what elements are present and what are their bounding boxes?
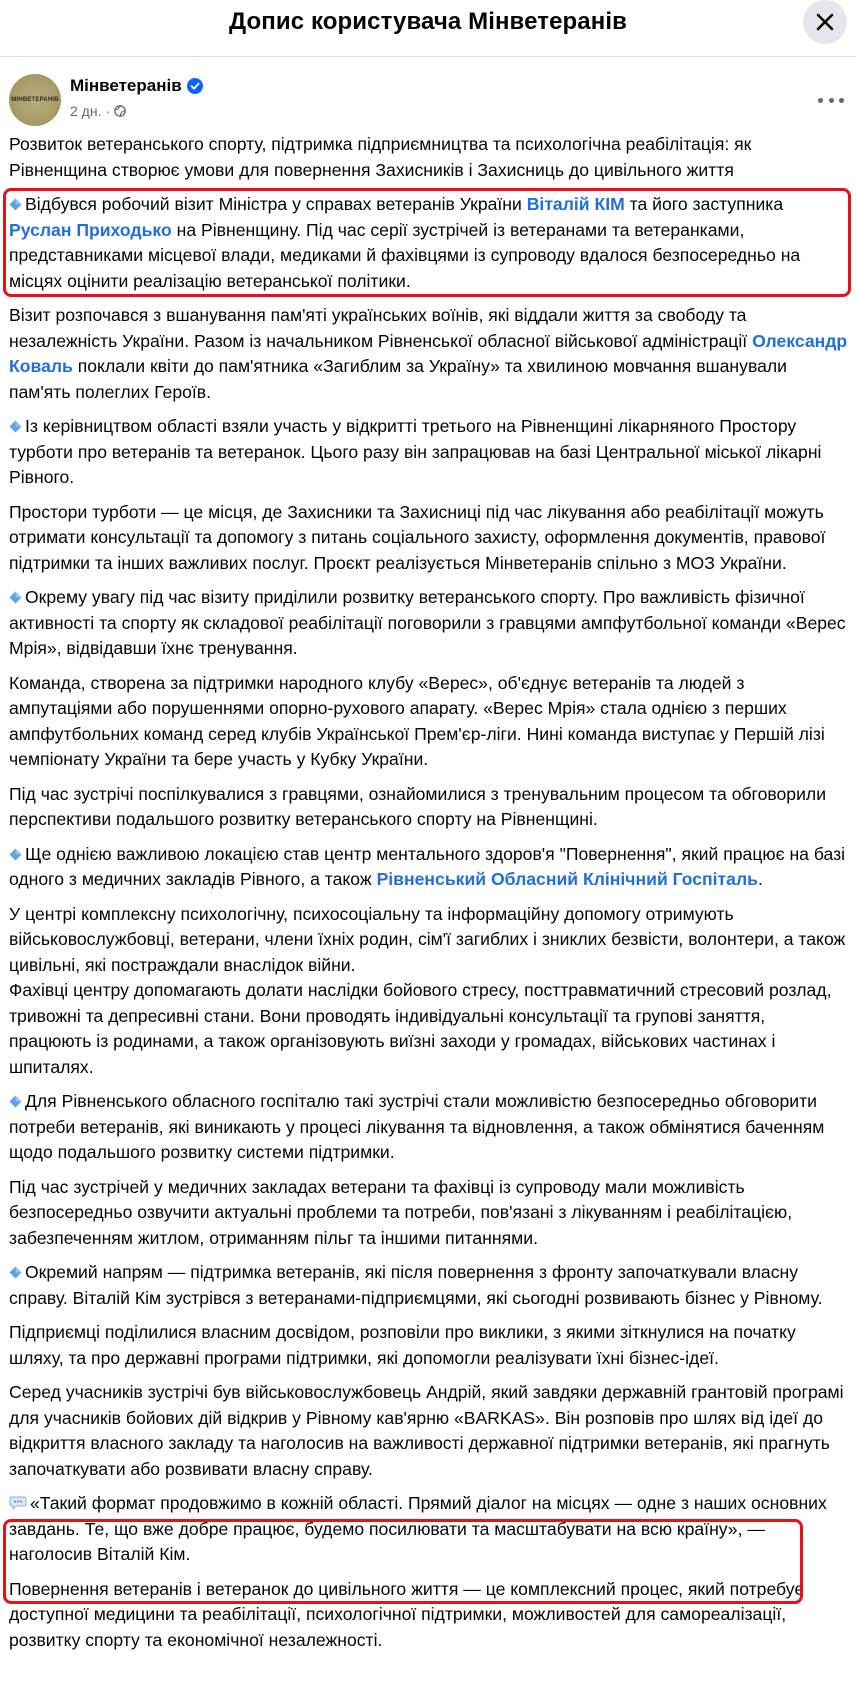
paragraph-sport [9,585,849,662]
paragraph-visit [9,192,849,294]
post-intro: Розвиток ветеранського спорту, підтримка підприємництва та психологічна реабілітація: як Рівненщина створює умови для повернення Захисників і Захисниць до цивільного життя [9,134,752,180]
speech-bubble-icon [9,1496,27,1510]
paragraph-center-help: У центрі комплексну психологічну, психосоціальну та інформаційну допомогу отримують військовослужбовці, ветерани, члени їхніх родин, сім'ї загиблих і зниклих безвісти, волонтери, а також цивільні, які постраждали внаслідок війни. [9,903,846,975]
paragraph-quote [9,1491,849,1568]
paragraph-text: поклали квіти до пам'ятника «Загиблим за Україну» та хвилиною мовчання вшанували пам'ять полеглих Героїв. [9,356,787,402]
globe-icon [114,105,126,117]
paragraph-team: Команда, створена за підтримки народного клубу «Верес», об'єднує ветеранів та людей з ампутаціями або порушеннями опорно-рухового апарату. «Верес Мрія» стала однією з перших ампфутбольних команд серед клубів Української Прем'єр-ліги. Нині команда виступає у Першій лізі чемпіонату України та бере участь у Кубку України. [9,672,825,769]
link-oleksandr-koval[interactable]: Олександр Коваль [9,330,848,376]
paragraph-text: Візит розпочався з вшанування пам'яті українських воїнів, які віддали життя за свободу та незалежність України. Разом із начальником Рівненської обласної військової адміністрації [9,305,753,351]
avatar[interactable] [9,74,61,126]
dialog-title: Допис користувача Мінветеранів [229,8,627,35]
paragraph-mental-health [9,842,849,893]
paragraph-meeting: Під час зустрічі поспілкувалися з гравцями, ознайомилися з тренувальним процесом та обговорили перспективи подальшого розвитку ветеранського спорту на Рівненщині. [9,783,827,829]
verified-badge-icon [187,78,203,94]
meta-separator: · [105,103,111,119]
paragraph-business [9,1260,849,1311]
blue-diamond-icon [9,198,22,211]
blue-diamond-icon [9,848,22,861]
paragraph-text: . [757,869,763,889]
more-options-button[interactable] [818,93,844,107]
paragraph-care-explained: Простори турботи — це місця, де Захисники та Захисниці під час лікування або реабілітації можуть отримати консультації та допомогу з питань соціального захисту, оформлення документів, правової підтримки та інших важливих послуг. Проєкт реалізується Мінветеранів спільно з МОЗ України. [9,501,826,573]
blue-diamond-icon [9,1266,22,1279]
more-options-dot [829,98,834,103]
paragraph-medical-meetings: Під час зустрічей у медичних закладах ветерани та фахівці із супроводу мали можливість безпосередньо озвучити актуальні проблеми та потреби, пов'язані з лікуванням і реабілітацією, забезпеченням житлом, отриманням пільг та іншими питаннями. [9,1176,793,1248]
link-vitalii-kim[interactable]: Віталій КІМ [526,194,625,214]
dialog-header [0,0,856,44]
post-meta [70,103,126,119]
paragraph-memorial [9,303,849,405]
post-time[interactable]: 2 дн. [70,103,102,119]
close-icon [815,12,835,32]
paragraph-entrepreneurs: Підприємці поділилися власним досвідом, розповіли про виклики, з якими зіткнулися на початку шляху, та про державні програми підтримки, які допомогли реалізувати їхні бізнес-ідеї. [9,1322,796,1368]
paragraph-text: на Рівненщину. Під час серії зустрічей із ветеранами та ветеранками, представниками місцевої влади, медиками й фахівцями із супроводу вдалося безпосередньо на місцях оцінити реалізацію ветеранської політики. [9,219,801,291]
author-name[interactable]: Мінветеранів [70,76,182,95]
header-divider [0,56,856,57]
paragraph-text: Окрему увагу під час візиту приділили розвитку ветеранського спорту. Про важливість фізичної активності та спорту як складової реабілітації поговорили з гравцями ампфутбольної команди «Верес Мрія», відвідавши їхнє тренування. [9,587,846,658]
paragraph-text: «Такий формат продовжимо в кожній області. Прямий діалог на місцях — одне з наших основних завдань. Те, що вже добре працює, будемо посилювати та масштабувати на всю країну», — наголосив Віталій Кім. [9,1493,827,1564]
paragraph-text: та його заступника [624,194,784,214]
blue-diamond-icon [9,420,22,433]
post-author [70,76,203,96]
avatar-logo-text: МІНВЕТЕРАНІВ [11,96,59,103]
paragraph-text: Ще однією важливою локацією став центр ментального здоров'я "Повернення", який працює на базі одного з медичних закладів Рівного, а також [9,843,846,889]
paragraph-center-specialists: Фахівці центру допомагають долати наслідки бойового стресу, посттравматичний стресовий розлад, тривожні та депресивні стани. Вони проводять індивідуальні консультації та групові заняття, працюють із родинами, а також організовують виїзні заходи у громадах, військових частинах і шпиталях. [9,980,832,1077]
paragraph-care-space [9,414,849,491]
blue-diamond-icon [9,591,22,604]
blue-diamond-icon [9,1095,22,1108]
paragraph-conclusion: Повернення ветеранів і ветеранок до цивільного життя — це комплексний процес, який потребує доступної медицини та реабілітації, психологічної підтримки, можливостей для самореалізації, розвитку спорту та економічної незалежності. [9,1578,804,1650]
link-ruslan-prykhodko[interactable]: Руслан Приходько [9,219,172,240]
paragraph-text: Відбувся робочий візит Міністра у справах ветеранів України [25,194,527,214]
link-rivne-hospital[interactable]: Рівненський Обласний Клінічний Госпіталь [376,869,758,889]
close-button[interactable] [803,0,847,44]
paragraph-text: Із керівництвом області взяли участь у відкритті третього на Рівненщині лікарняного Простору турботи про ветеранів та ветеранок. Цього разу він запрацював на базі Центральної міської лікарні Рівного. [9,416,822,487]
more-options-dot [839,98,844,103]
paragraph-hospital [9,1089,849,1166]
paragraph-text: Для Рівненського обласного госпіталю такі зустрічі стали можливістю безпосередньо обговорити потреби ветеранів, які виникають у процесі лікування та відновлення, а також обмінятися баченням щодо подальшого розвитку системи підтримки. [9,1091,825,1162]
paragraph-andrii: Серед учасників зустрічі був військовослужбовець Андрій, який завдяки державній грантовій програмі для учасників бойових дій відкрив у Рівному кав'ярню «BARKAS». Він розповів про шлях від ідеї до відкриття власного закладу та наголосив на важливості державної підтримки ветеранів, які прагнуть започаткувати або розвивати власну справу. [9,1382,844,1479]
more-options-icon [818,98,823,103]
paragraph-text: Окремий напрям — підтримка ветеранів, які після повернення з фронту започаткували власну справу. Віталій Кім зустрівся з ветеранами-підприємцями, які сьогодні розвивають бізнес у Рівному. [9,1262,823,1308]
post-body [9,132,849,1662]
